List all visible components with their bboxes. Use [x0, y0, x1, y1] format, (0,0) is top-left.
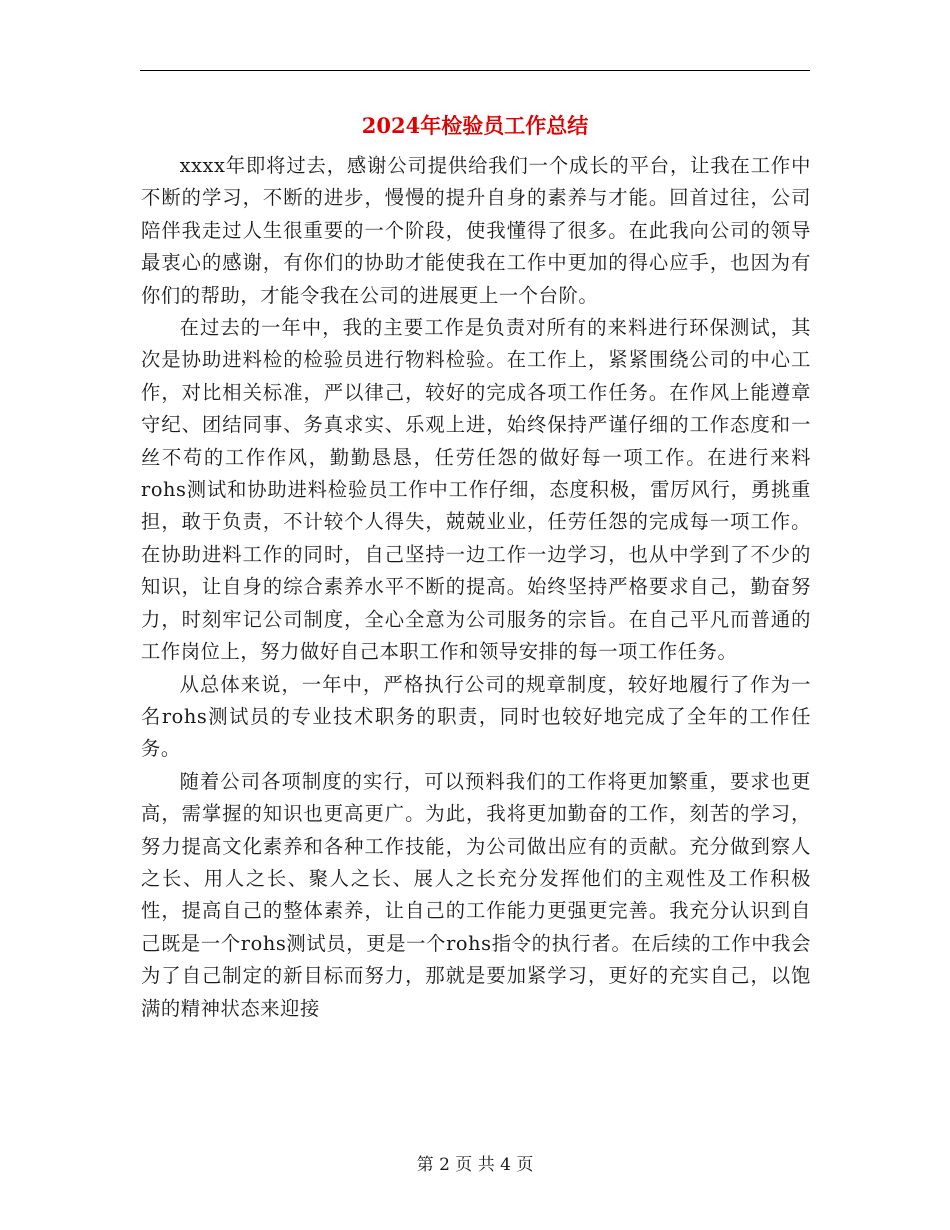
- page-number-footer: 第 2 页 共 4 页: [416, 1155, 534, 1175]
- paragraph: 从总体来说，一年中，严格执行公司的规章制度，较好地履行了作为一名rohs测试员的专业技术职务的职责，同时也较好地完成了全年的工作任务。: [141, 672, 811, 761]
- header-rule: [140, 70, 810, 71]
- document-title: 2024年检验员工作总结: [361, 113, 589, 138]
- paragraph: 在过去的一年中，我的主要工作是负责对所有的来料进行环保测试，其次是协助进料检的检验员进行物料检验。在工作上，紧紧围绕公司的中心工作，对比相关标准，严以律己，较好的完成各项工作任务。在作风上能遵章守纪、团结同事、务真求实、乐观上进，始终保持严谨仔细的工作态度和一丝不苟的工作作风，勤勤恳恳，任劳任怨的做好每一项工作。在进行来料rohs测试和协助进料检验员工作中工作仔细，态度积极，雷厉风行，勇挑重担，敢于负责，不计较个人得失，兢兢业业，任劳任怨的完成每一项工作。在协助进料工作的同时，自己坚持一边工作一边学习，也从中学到了不少的知识，让自身的综合素养水平不断的提高。始终坚持严格要求自己，勤奋努力，时刻牢记公司制度，全心全意为公司服务的宗旨。在自己平凡而普通的工作岗位上，努力做好自己本职工作和领导安排的每一项工作任务。: [141, 316, 811, 664]
- paragraph: xxxx年即将过去，感谢公司提供给我们一个成长的平台，让我在工作中不断的学习，不断的进步，慢慢的提升自身的素养与才能。回首过往，公司陪伴我走过人生很重要的一个阶段，使我懂得了很多。在此我向公司的领导最衷心的感谢，有你们的协助才能使我在工作中更加的得心应手，也因为有你们的帮助，才能令我在公司的进展更上一个台阶。: [141, 154, 811, 307]
- paragraph: 随着公司各项制度的实行，可以预料我们的工作将更加繁重，要求也更高，需掌握的知识也更高更广。为此，我将更加勤奋的工作，刻苦的学习，努力提高文化素养和各种工作技能，为公司做出应有的贡献。充分做到察人之长、用人之长、聚人之长、展人之长充分发挥他们的主观性及工作积极性，提高自己的整体素养，让自己的工作能力更强更完善。我充分认识到自己既是一个rohs测试员，更是一个rohs指令的执行者。在后续的工作中我会为了自己制定的新目标而努力，那就是要加紧学习，更好的充实自己，以饱满的精神状态来迎接: [141, 769, 811, 1020]
- document-body: [141, 150, 811, 1025]
